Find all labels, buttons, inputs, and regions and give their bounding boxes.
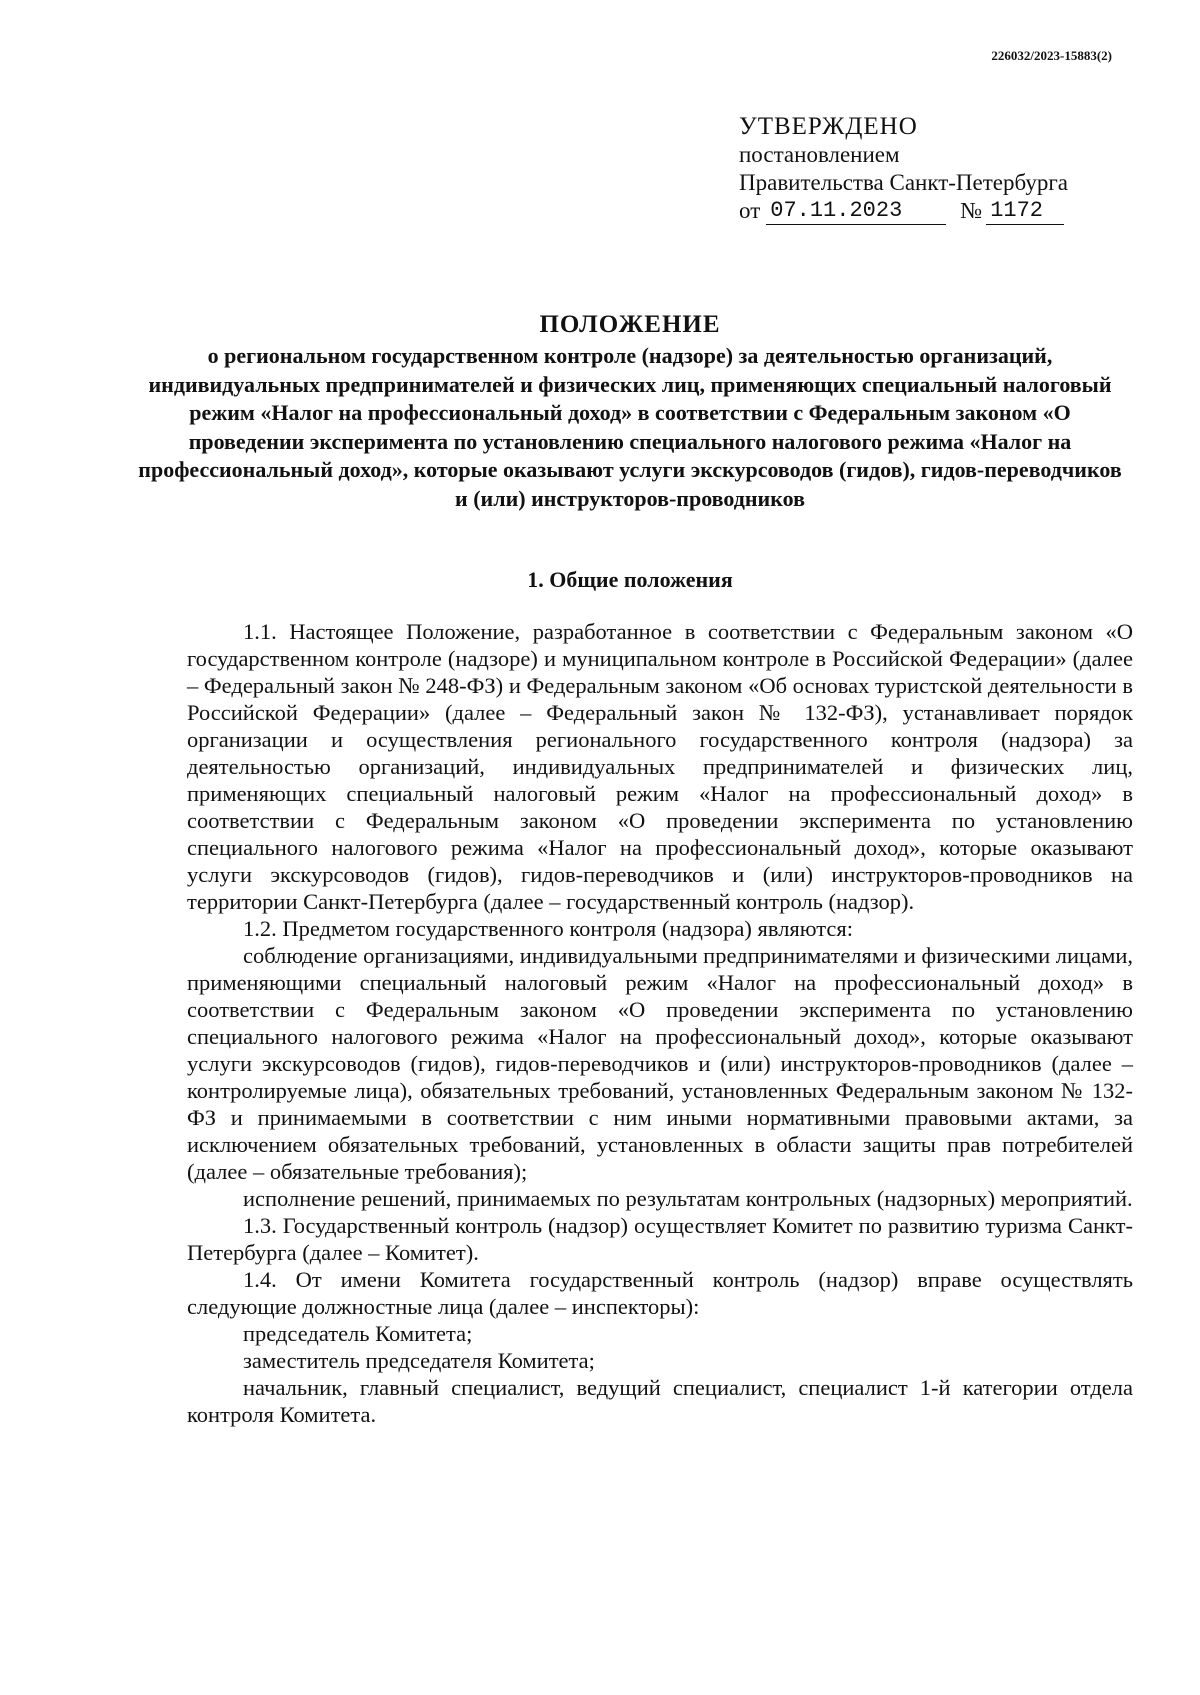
paragraph-1-1: 1.1. Настоящее Положение, разработанное в соответствии с Федеральным законом «О государственном контроле (надзоре) и муниципальном контроле в Российской Федерации» (далее – Федеральный закон № 248-ФЗ) и Федеральным законом «Об основах туристской деятельности в Российской Федерации» (далее – Федеральный закон № 132-ФЗ), устанавливает порядок организации и осуществления регионального государственного контроля (надзора) за деятельностью организаций, индивидуальных предпринимателей и физических лиц, применяющих специальный налоговый режим «Налог на профессиональный доход» в соответствии с Федеральным законом «О проведении эксперимента по установлению специального налогового режима «Налог на профессиональный доход», которые оказывают услуги экскурсоводов (гидов), гидов-переводчиков и (или) инструкторов-проводников на территории Санкт-Петербурга (далее – государственный контроль (надзор). — [187, 619, 1133, 914]
approval-stamp-block — [739, 113, 1068, 225]
approval-date-prefix: от — [739, 198, 761, 223]
paragraph-1-4-chairman: председатель Комитета; — [243, 1321, 473, 1346]
approval-number-prefix: № — [960, 198, 983, 223]
document-title-block — [130, 310, 1130, 513]
paragraph-1-2: 1.2. Предметом государственного контроля (надзора) являются: — [243, 916, 853, 941]
document-subtitle: о региональном государственном контроле (надзоре) за деятельностью организаций, индивидуальных предпринимателей и физических лиц, применяющих специальный налоговый режим «Налог на профессиональный доход» в соответствии с Федеральным законом «О проведении эксперимента по установлению специального налогового режима «Налог на профессиональный доход», которые оказывают услуги экскурсоводов (гидов), гидов-переводчиков и (или) инструкторов-проводников — [138, 343, 1122, 511]
paragraph-1-4-staff: начальник, главный специалист, ведущий специалист, специалист 1-й категории отдела контроля Комитета. — [187, 1375, 1133, 1427]
paragraph-1-2-decisions: исполнение решений, принимаемых по результатам контрольных (надзорных) мероприятий. — [243, 1186, 1133, 1211]
approval-line-resolution: постановлением — [739, 142, 900, 167]
paragraph-1-2-compliance: соблюдение организациями, индивидуальными предпринимателями и физическими лицами, применяющими специальный налоговый режим «Налог на профессиональный доход» в соответствии с Федеральным законом «О проведении эксперимента по установлению специального налогового режима «Налог на профессиональный доход», которые оказывают услуги экскурсоводов (гидов), гидов-переводчиков и (или) инструкторов-проводников (далее – контролируемые лица), обязательных требований, установленных Федеральным законом № 132-ФЗ и принимаемыми в соответствии с ним иными нормативными правовыми актами, за исключением обязательных требований, установленных в области защиты прав потребителей (далее – обязательные требования); — [187, 943, 1133, 1184]
approval-line-government: Правительства Санкт-Петербурга — [739, 170, 1068, 195]
paragraph-1-4: 1.4. От имени Комитета государственный контроль (надзор) вправе осуществлять следующие должностные лица (далее – инспекторы): — [187, 1267, 1133, 1319]
paragraph-1-3: 1.3. Государственный контроль (надзор) осуществляет Комитет по развитию туризма Санкт-Петербурга (далее – Комитет). — [187, 1213, 1133, 1265]
approval-date: 07.11.2023 — [766, 198, 946, 225]
approval-title: УТВЕРЖДЕНО — [739, 113, 918, 140]
document-registration-number: 226032/2023-15883(2) — [991, 48, 1112, 63]
document-title: ПОЛОЖЕНИЕ — [539, 311, 721, 338]
approval-number: 1172 — [986, 198, 1064, 225]
section-heading: 1. Общие положения — [527, 567, 733, 592]
approval-order-line — [739, 197, 1068, 225]
paragraph-1-4-deputy: заместитель председателя Комитета; — [243, 1348, 595, 1373]
document-body — [187, 618, 1133, 1428]
